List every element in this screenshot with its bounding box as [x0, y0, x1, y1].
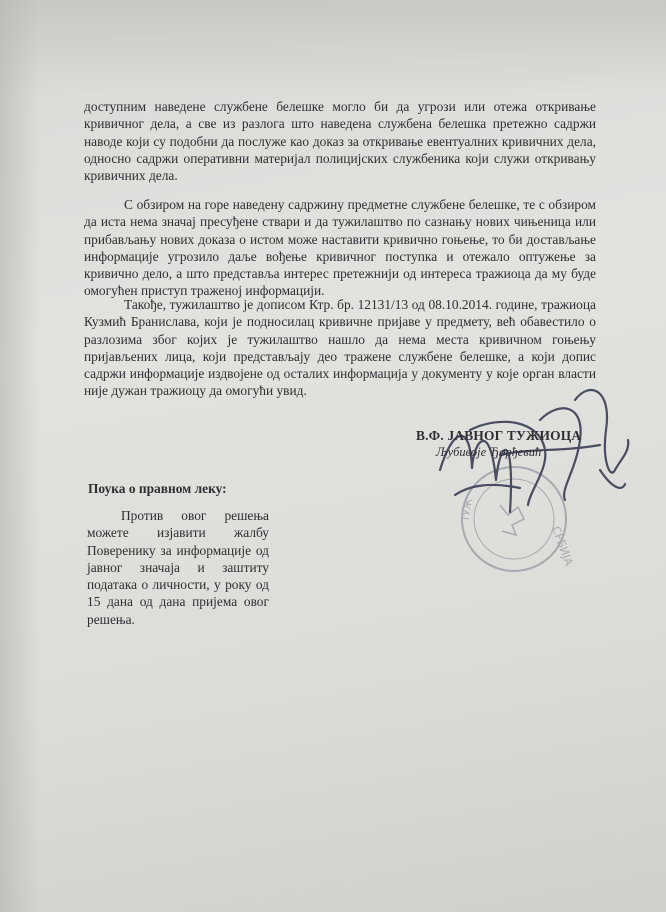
- legal-remedy-heading: Поука о правном леку:: [88, 481, 227, 496]
- svg-text:ТУЖ: ТУЖ: [460, 497, 475, 523]
- svg-text:СРБИЈА: СРБИЈА: [549, 524, 576, 568]
- legal-remedy-text: Против овог решења можете изјавити жалбу Поверенику за информације од јавног значаја и заштиту података о личности, у року од 15 дана од дана пријема овог решења.: [87, 508, 269, 627]
- body-paragraph-2: С обзиром на горе наведену садржину предметне службене белешке, те с обзиром да иста нема значај пресуђене ствари и да тужилаштво по сазнању нових чињеница или прибављању нових доказа о истом може наставити кривично гоњење, то би достављање информације угрозило даље вођење кривичног поступка и отежало оптужење за кривично дело, а што представља интерес претежнији од интереса тражиоца да му буде омогућен приступ траженој информацији.: [84, 197, 596, 299]
- signature-title: В.Ф. ЈАВНОГ ТУЖИОЦА: [416, 428, 582, 443]
- signatory-name: Љубивоје Ђорђевић: [436, 445, 542, 459]
- body-paragraph-3: Такође, тужилаштво је дописом Ктр. бр. 12131/13 од 08.10.2014. године, тражиоца Кузмић Бранислава, који је подносилац кривичне пријаве у предмету, већ обавестило о разлозима због којих је тужилаштво нашло да нема места кривичном гоњењу пријављених лица, који представљају део тражене службене белешке, а који допис садржи информације издвојене од осталих информација у документу у које орган власти није дужан тражиоцу да омогући увид.: [84, 297, 596, 399]
- body-paragraph-1: доступним наведене службене белешке могло би да угрози или отежа откривање кривичног дела, а све из разлога што наведена службена белешка претежно садржи наводе који су подобни да послуже као доказ за откривање евентуалних кривичних дела, односно садржи оперативни материјал полицијских службеника који служи откривању кривичних дела.: [84, 99, 596, 184]
